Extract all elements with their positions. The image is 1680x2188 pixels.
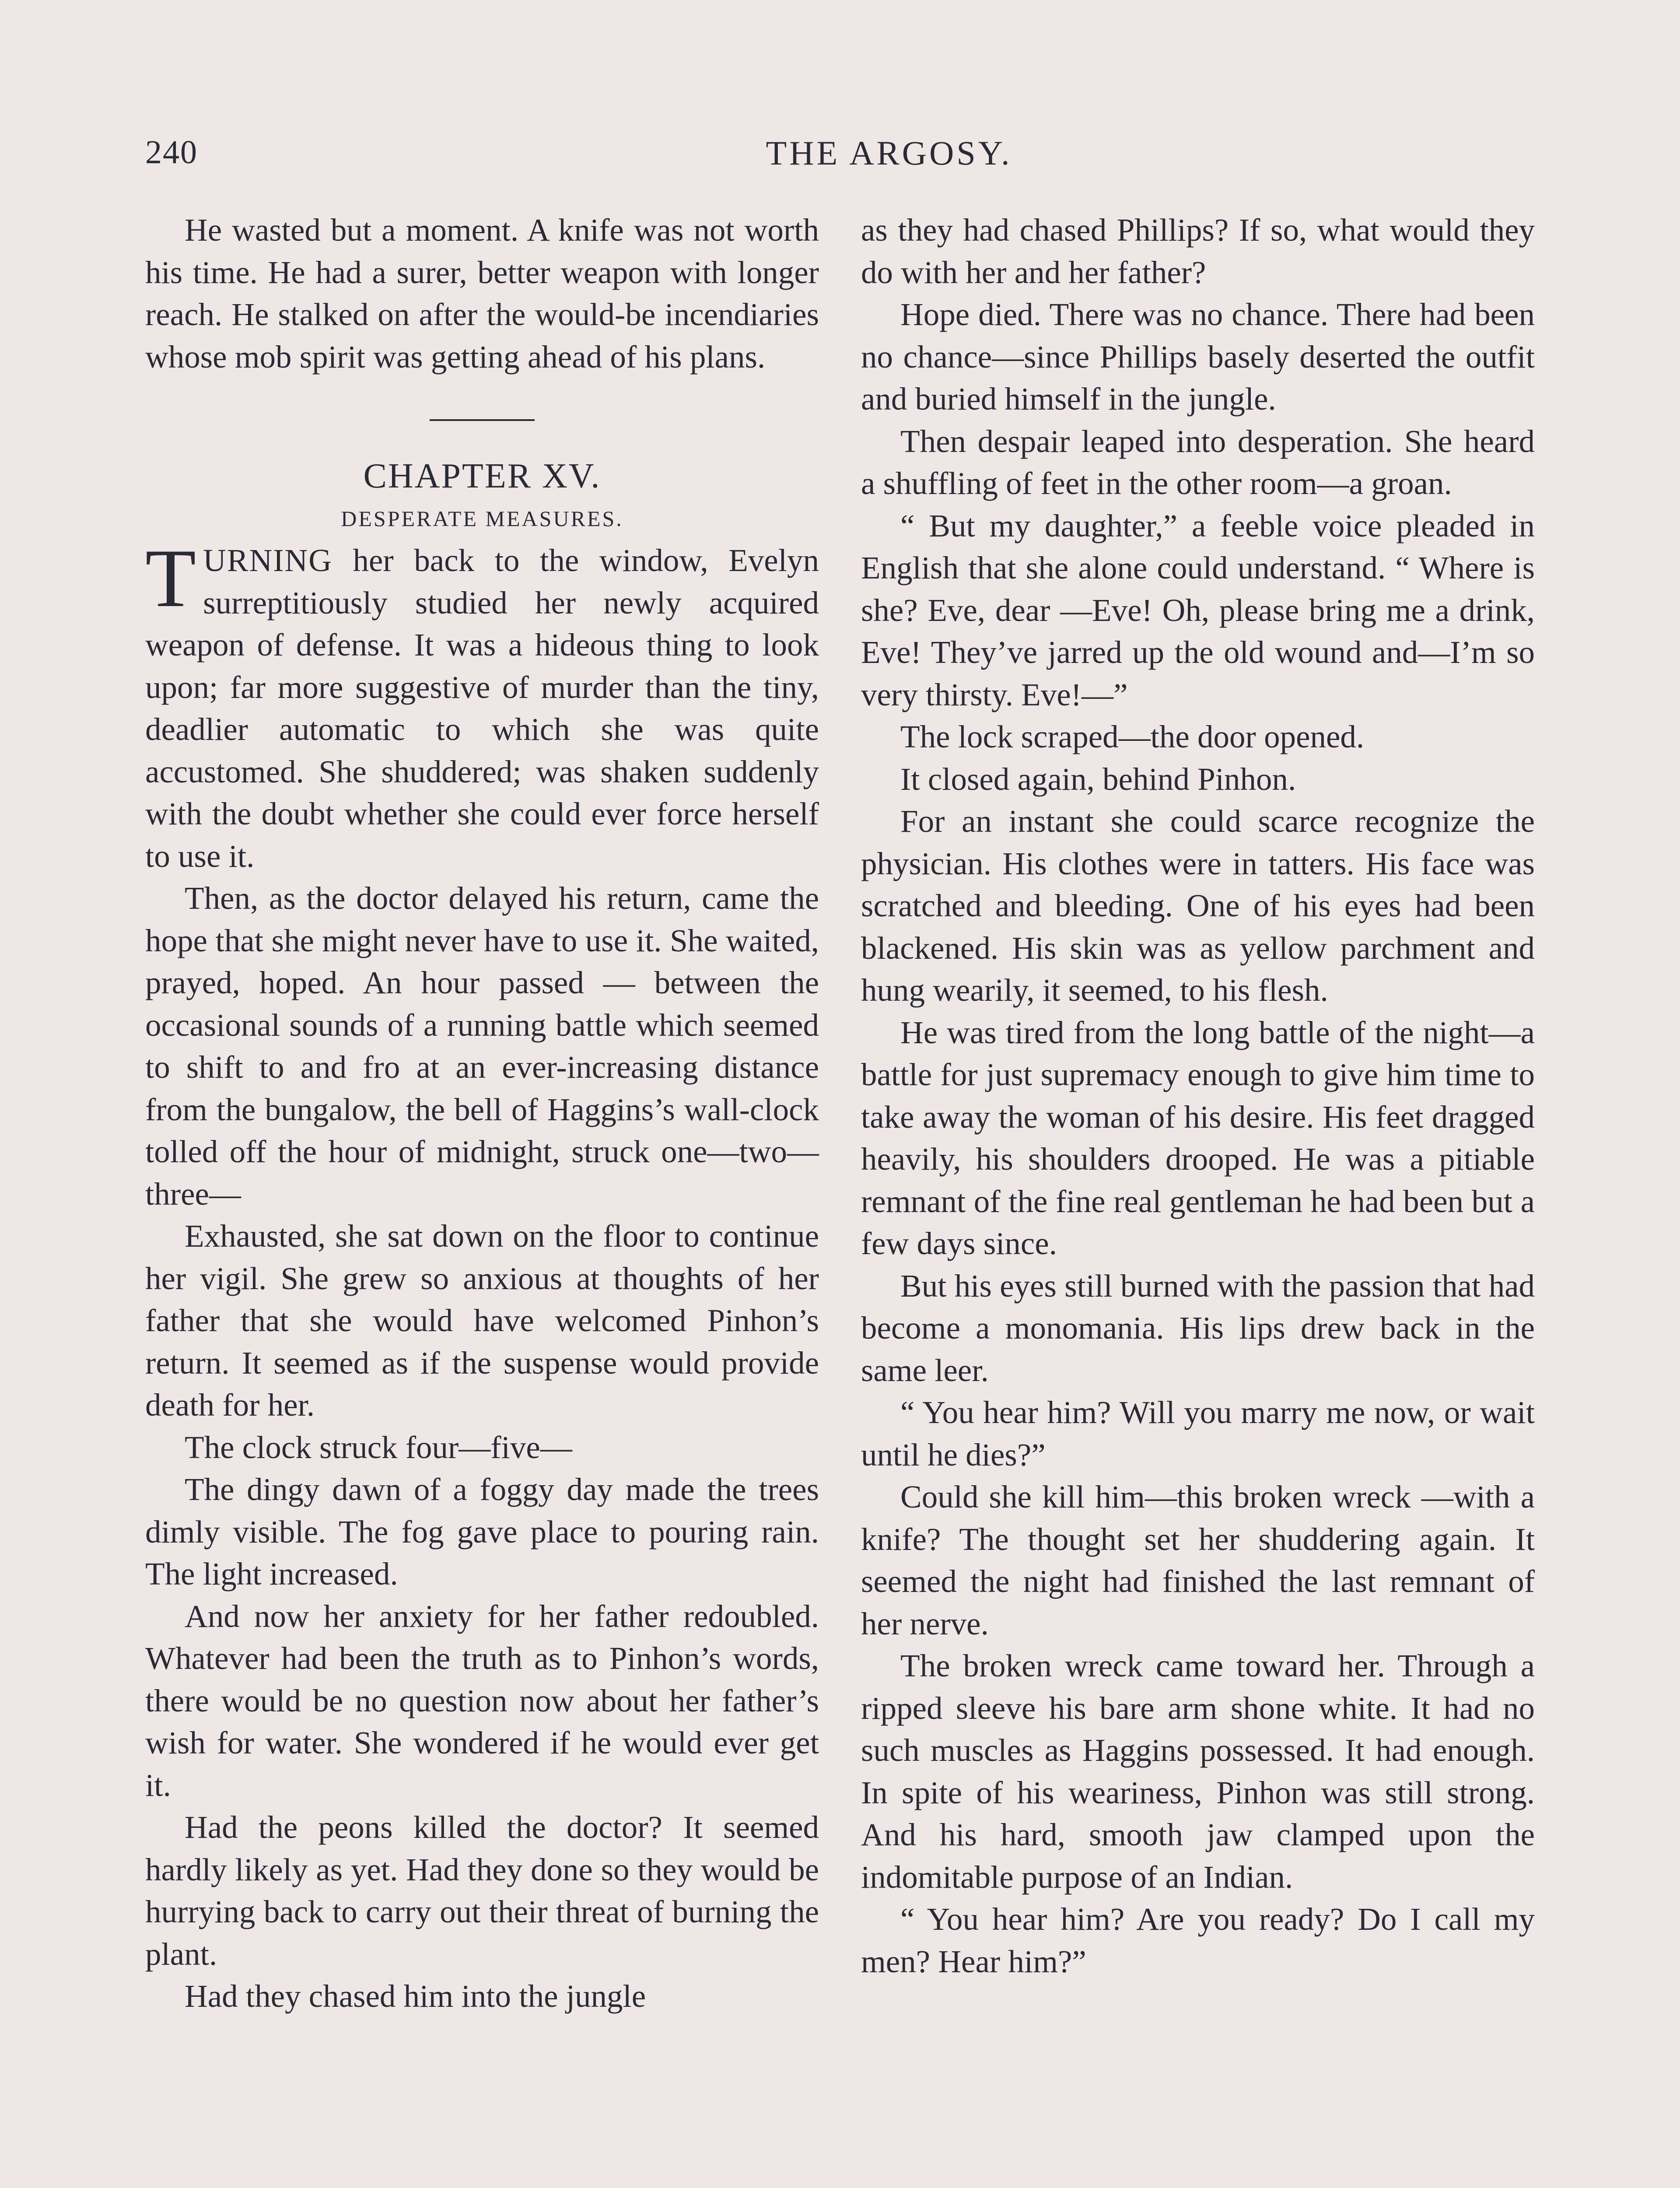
paragraph: The lock scraped—the door opened. — [900, 719, 1365, 754]
paragraph: “ You hear him? Will you marry me now, or wait until he dies?” — [861, 1395, 1535, 1473]
paragraph: Had the peons killed the doctor? It seemed hardly likely as yet. Had they done so they would be hurrying back to carry out their threat of burning the plant. — [145, 1809, 819, 1972]
paragraph: But his eyes still burned with the passion that had become a monomania. His lips drew back in the same leer. — [861, 1268, 1535, 1388]
drop-cap: T — [145, 533, 196, 624]
chapter-title: CHAPTER XV. — [363, 457, 601, 495]
opening-small-caps: URNING — [203, 543, 332, 578]
paragraph: For an instant she could scarce recognize the physician. His clothes were in tatters. His face was scratched and bleeding. One of his eyes had been blackened. His skin was as yellow parchment and hung wearily, it seemed, to his flesh. — [861, 803, 1535, 1008]
paragraph: Exhausted, she sat down on the floor to continue her vigil. She grew so anxious at thoughts of her father that she would have welcomed Pinhon’s return. It seemed as if the suspense would provide death for her. — [145, 1218, 819, 1423]
paragraph: Had they chased him into the jungle — [185, 1978, 646, 2014]
paragraph-continuation: as they had chased Phillips? If so, what would they do with her and her father? — [861, 212, 1535, 290]
paragraph: “ But my daughter,” a feeble voice pleaded in English that she alone could understand. “ Where is she? Eve, dear —Eve! Oh, please bring me a drink, Eve! They’ve jarred up the old wound and—I’m so very thirsty. Eve!—” — [861, 508, 1535, 712]
opening-text: her back to the window, Evelyn surreptitiously studied her newly acquired weapon of defense. It was a hideous thing to look upon; far more suggestive of murder than the tiny, deadlier automatic to which she was quite accustomed. She shuddered; was shaken suddenly with the doubt whether she could ever force herself to use it. — [145, 543, 819, 874]
paragraph: Could she kill him—this broken wreck —with a knife? The thought set her shuddering again. It seemed the night had finished the last remnant of her nerve. — [861, 1479, 1535, 1641]
paragraph: “ You hear him? Are you ready? Do I call my men? Hear him?” — [861, 1901, 1535, 1979]
paragraph: Then, as the doctor delayed his return, came the hope that she might never have to use it. She waited, prayed, hoped. An hour passed — between the occasional sounds of a running battle which seemed to shift to and fro at an ever-increasing distance from the bungalow, the bell of Haggins’s wall-clock tolled off the hour of midnight, struck one—two—three— — [145, 880, 819, 1212]
paragraph: He wasted but a moment. A knife was not worth his time. He had a surer, better weapon with longer reach. He stalked on after the would-be incendiaries whose mob spirit was getting ahead of his plans. — [145, 212, 819, 375]
chapter-subtitle: DESPERATE MEASURES. — [341, 506, 623, 531]
left-column — [145, 209, 819, 2018]
paragraph: He was tired from the long battle of the night—a battle for just supremacy enough to give him time to take away the woman of his desire. His feet dragged heavily, his shoulders drooped. He was a pitiable remnant of the fine real gentleman he had been but a few days since. — [861, 1014, 1535, 1261]
right-column — [861, 209, 1535, 1983]
page-number: 240 — [145, 134, 198, 171]
paragraph: The broken wreck came toward her. Through a ripped sleeve his bare arm shone white. It had no such muscles as Haggins possessed. It had enough. In spite of his weariness, Pinhon was still strong. And his hard, smooth jaw clamped upon the indomitable purpose of an Indian. — [861, 1648, 1535, 1895]
running-head: THE ARGOSY. — [766, 134, 1012, 172]
paragraph: It closed again, behind Pinhon. — [900, 761, 1296, 797]
paragraph: The clock struck four—five— — [185, 1429, 572, 1465]
section-rule — [430, 419, 535, 421]
paragraph: Then despair leaped into desperation. She heard a shuffling of feet in the other room—a groan. — [861, 423, 1535, 501]
paragraph: And now her anxiety for her father redoubled. Whatever had been the truth as to Pinhon’s words, there would be no question now about her father’s wish for water. She wondered if he would ever get it. — [145, 1598, 819, 1803]
paragraph: The dingy dawn of a foggy day made the trees dimly visible. The fog gave place to pouring rain. The light increased. — [145, 1472, 819, 1592]
page-header — [145, 133, 1536, 186]
paragraph: Hope died. There was no chance. There had been no chance—since Phillips basely deserted the outfit and buried himself in the jungle. — [861, 297, 1535, 417]
opening-paragraph — [145, 533, 819, 877]
